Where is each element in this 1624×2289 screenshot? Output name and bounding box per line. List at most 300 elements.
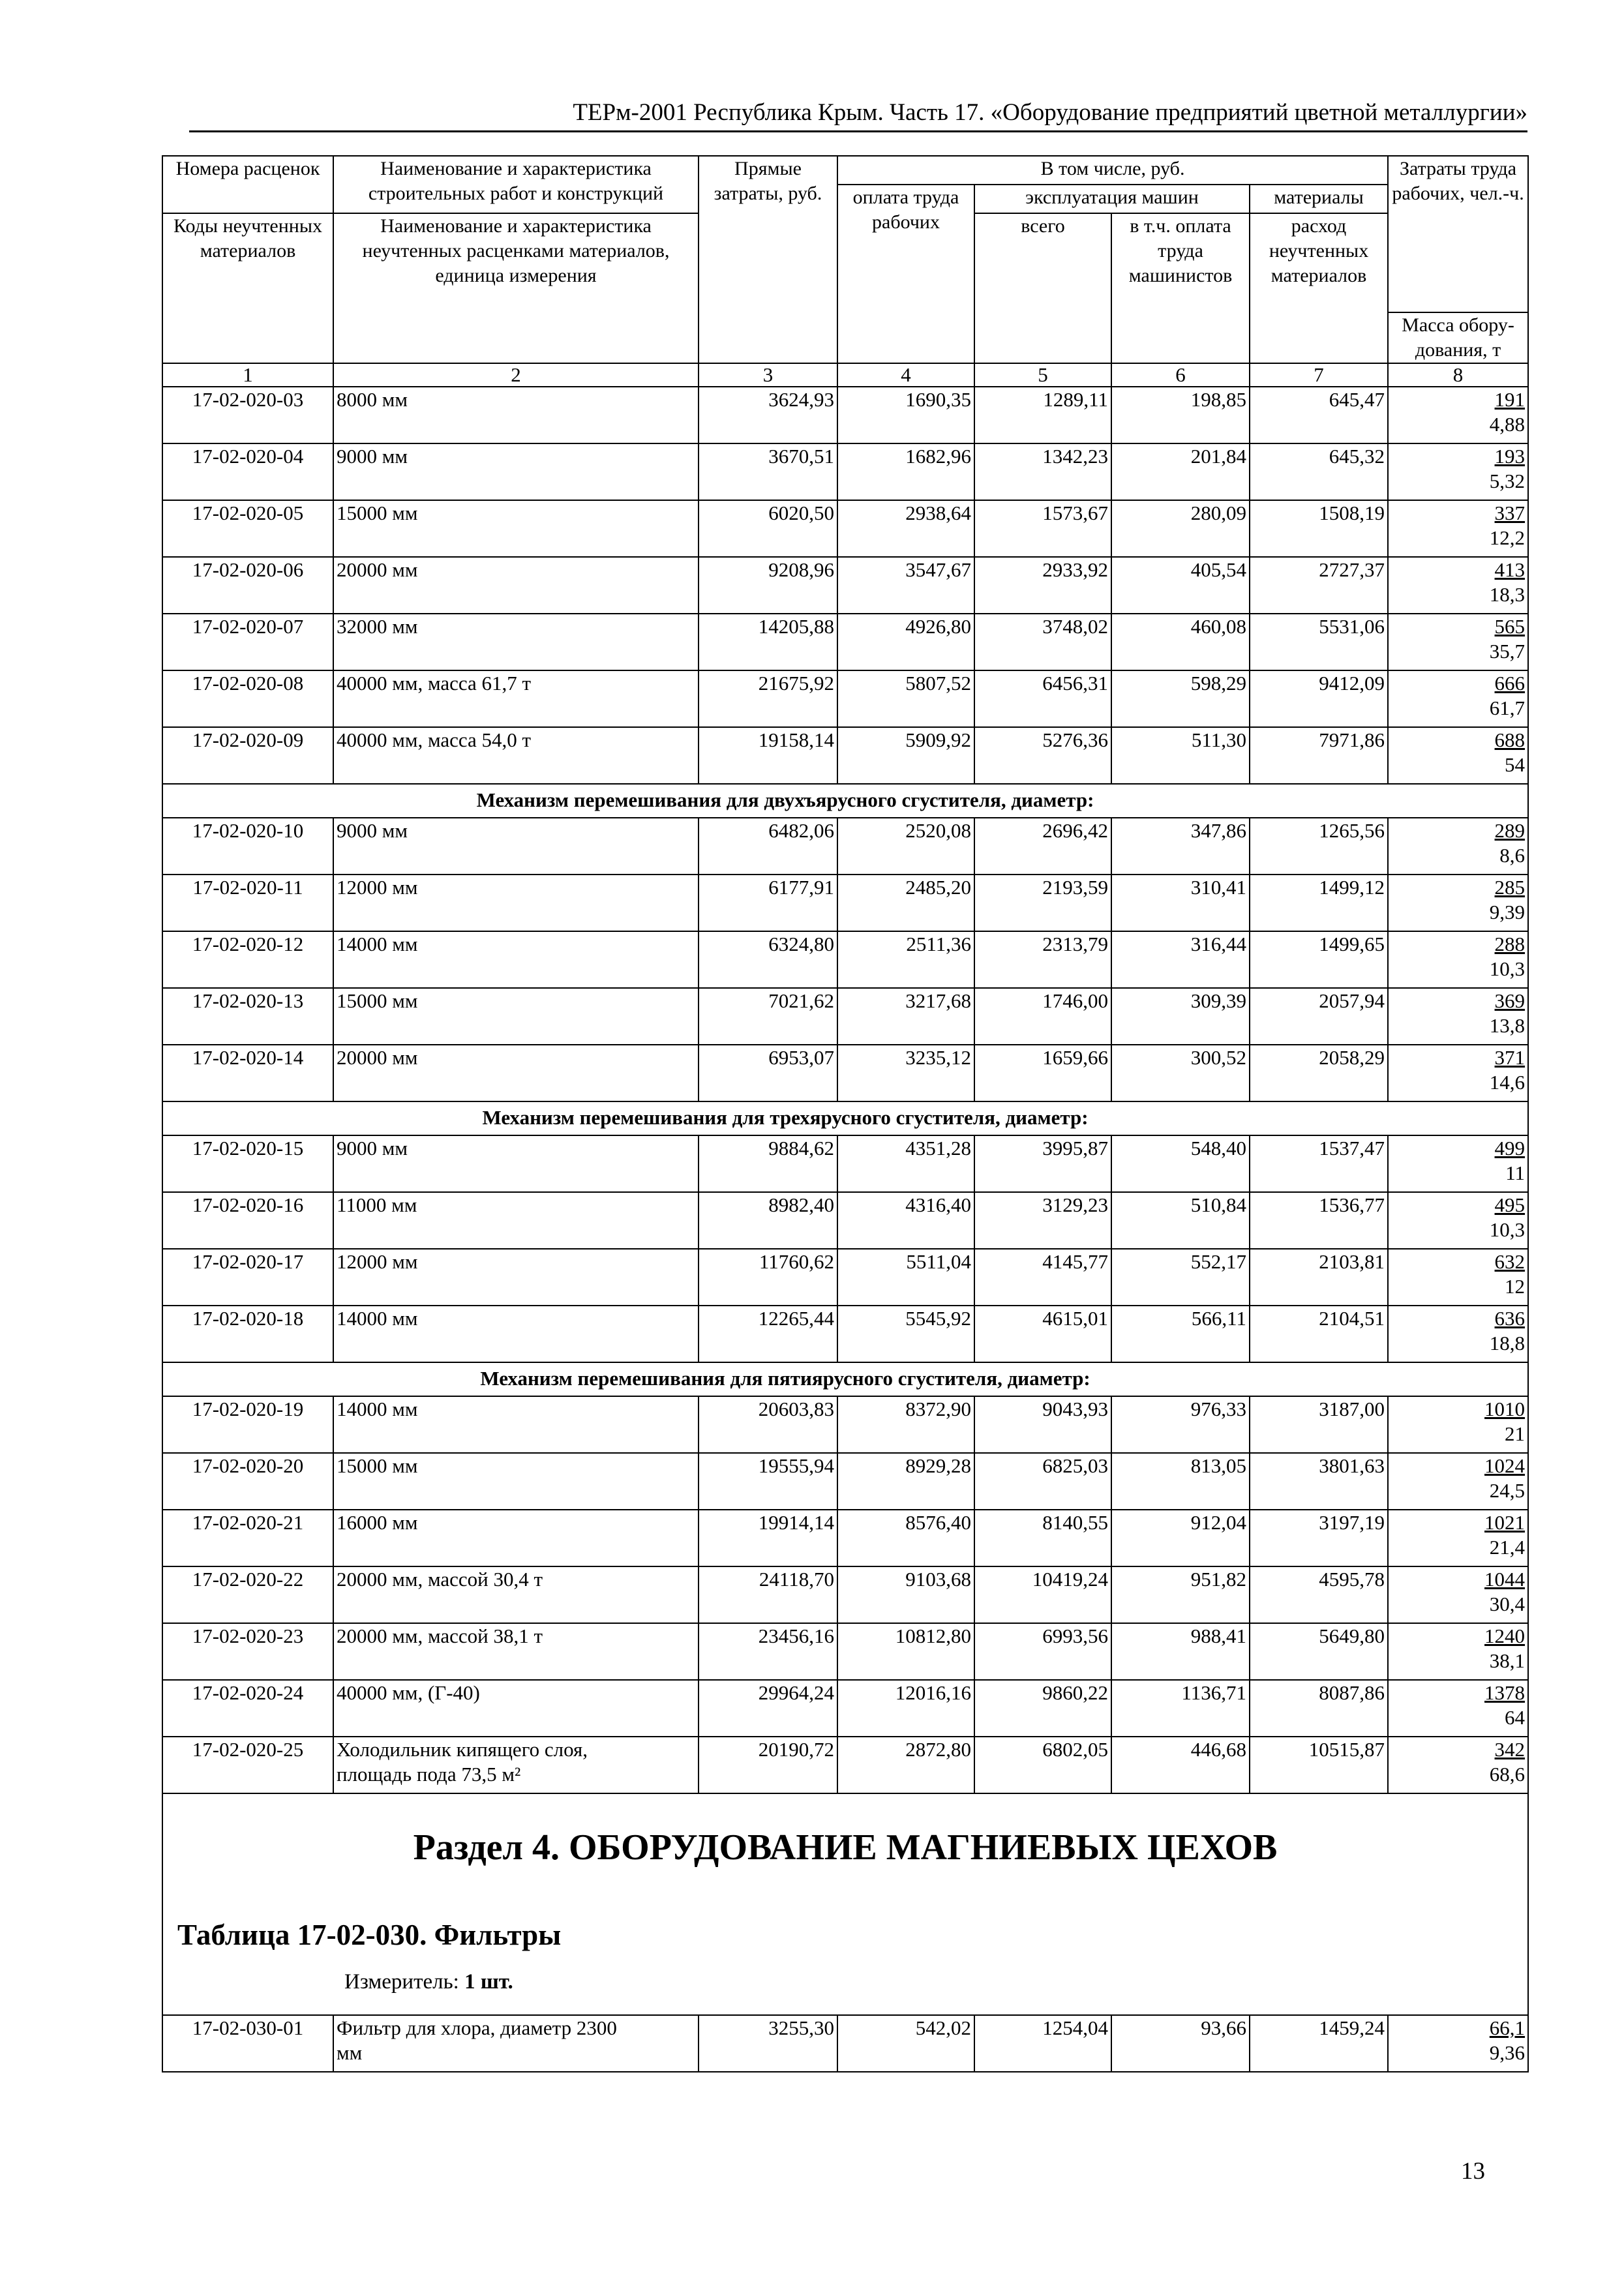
equipment-mass: 12	[1505, 1275, 1526, 1298]
equipment-mass: 9,36	[1489, 2041, 1526, 2064]
materials: 8087,86	[1250, 1680, 1388, 1737]
rate-name: 40000 мм, масса 54,0 т	[333, 727, 699, 784]
machines-total: 6993,56	[974, 1623, 1111, 1680]
operator-pay: 405,54	[1111, 557, 1250, 614]
equipment-mass: 24,5	[1489, 1479, 1526, 1502]
labor-and-mass	[1388, 1680, 1528, 1737]
section-row	[162, 1362, 1528, 1396]
page-number: 13	[1461, 2158, 1485, 2185]
rate-code: 17-02-020-03	[162, 387, 333, 443]
rate-name: 32000 мм	[333, 614, 699, 670]
direct-costs: 6953,07	[699, 1045, 837, 1101]
direct-costs: 14205,88	[699, 614, 837, 670]
table-row	[162, 1249, 1528, 1306]
worker-pay: 12016,16	[837, 1680, 974, 1737]
rate-code: 17-02-020-05	[162, 500, 333, 557]
direct-costs: 11760,62	[699, 1249, 837, 1306]
worker-pay: 3547,67	[837, 557, 974, 614]
materials: 3801,63	[1250, 1453, 1388, 1510]
rate-code: 17-02-020-23	[162, 1623, 333, 1680]
materials: 1536,77	[1250, 1192, 1388, 1249]
rate-name: 14000 мм	[333, 1306, 699, 1362]
rate-name: 15000 мм	[333, 1453, 699, 1510]
labor-and-mass	[1388, 875, 1528, 931]
materials: 645,47	[1250, 387, 1388, 443]
table-row	[162, 1453, 1528, 1510]
worker-pay: 9103,68	[837, 1566, 974, 1623]
labor-hours: 193	[1494, 445, 1526, 468]
equipment-mass: 64	[1505, 1706, 1526, 1729]
header-machines-total: всего	[974, 213, 1111, 363]
labor-and-mass	[1388, 1135, 1528, 1192]
labor-hours: 288	[1494, 933, 1526, 955]
machines-total: 1289,11	[974, 387, 1111, 443]
machines-total: 1746,00	[974, 988, 1111, 1045]
table-row	[162, 1306, 1528, 1362]
table-row	[162, 1045, 1528, 1101]
labor-and-mass	[1388, 1306, 1528, 1362]
machines-total: 3995,87	[974, 1135, 1111, 1192]
labor-hours: 688	[1494, 728, 1526, 751]
labor-and-mass	[1388, 1737, 1528, 1793]
table-title: Таблица 17-02-030. Фильтры	[177, 1919, 562, 1951]
header-material-codes: Коды неучтенных материалов	[162, 213, 333, 363]
direct-costs: 19158,14	[699, 727, 837, 784]
materials: 2727,37	[1250, 557, 1388, 614]
equipment-mass: 35,7	[1489, 640, 1526, 663]
price-table	[162, 155, 1529, 2072]
rate-name-line: мм	[337, 2041, 363, 2064]
operator-pay: 510,84	[1111, 1192, 1250, 1249]
operator-pay: 988,41	[1111, 1623, 1250, 1680]
worker-pay: 2520,08	[837, 818, 974, 875]
rate-name: 40000 мм, (Г-40)	[333, 1680, 699, 1737]
rate-code: 17-02-020-09	[162, 727, 333, 784]
labor-and-mass	[1388, 387, 1528, 443]
section-title: Механизм перемешивания для трехярусного сгустителя, диаметр:	[482, 1106, 1089, 1129]
section-row	[162, 1101, 1528, 1135]
labor-hours: 66,1	[1489, 2016, 1526, 2039]
labor-and-mass	[1388, 1623, 1528, 1680]
header-machines: эксплуатация машин	[974, 185, 1250, 213]
direct-costs: 6324,80	[699, 931, 837, 988]
worker-pay: 5511,04	[837, 1249, 974, 1306]
labor-hours: 636	[1494, 1307, 1526, 1330]
labor-hours: 289	[1494, 819, 1526, 842]
labor-hours: 369	[1494, 989, 1526, 1012]
equipment-mass: 13,8	[1489, 1014, 1526, 1037]
materials: 2057,94	[1250, 988, 1388, 1045]
materials: 1537,47	[1250, 1135, 1388, 1192]
materials: 3197,19	[1250, 1510, 1388, 1566]
equipment-mass: 14,6	[1489, 1071, 1526, 1094]
rate-name	[333, 2015, 699, 2072]
table-row	[162, 2015, 1528, 2072]
section-heading-block	[162, 1793, 1528, 2015]
worker-pay: 2485,20	[837, 875, 974, 931]
rate-code: 17-02-020-22	[162, 1566, 333, 1623]
worker-pay: 542,02	[837, 2015, 974, 2072]
equipment-mass: 18,3	[1489, 583, 1526, 606]
materials: 2103,81	[1250, 1249, 1388, 1306]
rate-name: 11000 мм	[333, 1192, 699, 1249]
direct-costs: 3255,30	[699, 2015, 837, 2072]
header-codes: Номера расценок	[162, 156, 333, 213]
header-equipment-mass: Масса обору-дования, т	[1388, 312, 1528, 363]
labor-and-mass	[1388, 1566, 1528, 1623]
equipment-mass: 8,6	[1499, 844, 1526, 867]
operator-pay: 1136,71	[1111, 1680, 1250, 1737]
labor-and-mass	[1388, 443, 1528, 500]
labor-hours: 337	[1494, 501, 1526, 524]
operator-pay: 813,05	[1111, 1453, 1250, 1510]
machines-total: 2193,59	[974, 875, 1111, 931]
labor-and-mass	[1388, 1396, 1528, 1453]
labor-hours: 666	[1494, 672, 1526, 695]
machines-total: 6825,03	[974, 1453, 1111, 1510]
rate-code: 17-02-020-11	[162, 875, 333, 931]
worker-pay: 1690,35	[837, 387, 974, 443]
direct-costs: 3670,51	[699, 443, 837, 500]
operator-pay: 309,39	[1111, 988, 1250, 1045]
rate-code: 17-02-020-17	[162, 1249, 333, 1306]
labor-hours: 1021	[1484, 1511, 1526, 1534]
rate-name: 14000 мм	[333, 1396, 699, 1453]
section-title: Механизм перемешивания для двухъярусного сгустителя, диаметр:	[476, 788, 1094, 811]
equipment-mass: 12,2	[1489, 526, 1526, 549]
labor-hours: 495	[1494, 1193, 1526, 1216]
direct-costs: 6177,91	[699, 875, 837, 931]
col-number: 8	[1388, 363, 1528, 387]
direct-costs: 9208,96	[699, 557, 837, 614]
equipment-mass: 68,6	[1489, 1763, 1526, 1786]
direct-costs: 24118,70	[699, 1566, 837, 1623]
operator-pay: 912,04	[1111, 1510, 1250, 1566]
rate-name: 20000 мм	[333, 557, 699, 614]
unit-label: Измеритель:	[344, 1970, 459, 1994]
labor-hours: 632	[1494, 1250, 1526, 1273]
equipment-mass: 21,4	[1489, 1536, 1526, 1559]
table-row	[162, 670, 1528, 727]
machines-total: 9043,93	[974, 1396, 1111, 1453]
direct-costs: 20190,72	[699, 1737, 837, 1793]
section-heading: Раздел 4. ОБОРУДОВАНИЕ МАГНИЕВЫХ ЦЕХОВ	[413, 1827, 1278, 1868]
operator-pay: 93,66	[1111, 2015, 1250, 2072]
header-name: Наименование и характеристика строительных работ и конструкций	[333, 156, 699, 213]
header-operator-pay: в т.ч. оплата труда машинистов	[1111, 213, 1250, 363]
worker-pay: 2511,36	[837, 931, 974, 988]
labor-hours: 499	[1494, 1137, 1526, 1159]
operator-pay: 511,30	[1111, 727, 1250, 784]
rate-name: 16000 мм	[333, 1510, 699, 1566]
table-row	[162, 1192, 1528, 1249]
machines-total: 5276,36	[974, 727, 1111, 784]
worker-pay: 4351,28	[837, 1135, 974, 1192]
labor-and-mass	[1388, 1192, 1528, 1249]
labor-and-mass	[1388, 1510, 1528, 1566]
rate-code: 17-02-020-24	[162, 1680, 333, 1737]
direct-costs: 6020,50	[699, 500, 837, 557]
materials: 10515,87	[1250, 1737, 1388, 1793]
direct-costs: 7021,62	[699, 988, 837, 1045]
operator-pay: 280,09	[1111, 500, 1250, 557]
operator-pay: 548,40	[1111, 1135, 1250, 1192]
worker-pay: 3217,68	[837, 988, 974, 1045]
materials: 9412,09	[1250, 670, 1388, 727]
table-row	[162, 1737, 1528, 1793]
operator-pay: 446,68	[1111, 1737, 1250, 1793]
equipment-mass: 61,7	[1489, 696, 1526, 719]
rate-name: 20000 мм	[333, 1045, 699, 1101]
direct-costs: 19914,14	[699, 1510, 837, 1566]
equipment-mass: 9,39	[1489, 901, 1526, 923]
operator-pay: 316,44	[1111, 931, 1250, 988]
operator-pay: 310,41	[1111, 875, 1250, 931]
operator-pay: 347,86	[1111, 818, 1250, 875]
rate-code: 17-02-020-18	[162, 1306, 333, 1362]
direct-costs: 3624,93	[699, 387, 837, 443]
operator-pay: 460,08	[1111, 614, 1250, 670]
header-material-name: Наименование и характеристика неучтенных расценками материалов, единица измерения	[333, 213, 699, 363]
labor-hours: 413	[1494, 558, 1526, 581]
worker-pay: 5909,92	[837, 727, 974, 784]
materials: 1508,19	[1250, 500, 1388, 557]
labor-and-mass	[1388, 988, 1528, 1045]
machines-total: 6802,05	[974, 1737, 1111, 1793]
labor-hours: 342	[1494, 1738, 1526, 1761]
rate-code: 17-02-020-04	[162, 443, 333, 500]
rate-name: 40000 мм, масса 61,7 т	[333, 670, 699, 727]
table-row	[162, 1680, 1528, 1737]
direct-costs: 19555,94	[699, 1453, 837, 1510]
labor-and-mass	[1388, 1453, 1528, 1510]
rate-name: 14000 мм	[333, 931, 699, 988]
section-row	[162, 784, 1528, 818]
machines-total: 1254,04	[974, 2015, 1111, 2072]
rate-name: 9000 мм	[333, 1135, 699, 1192]
machines-total: 4145,77	[974, 1249, 1111, 1306]
header-direct-costs: Прямые затраты, руб.	[699, 156, 837, 363]
equipment-mass: 30,4	[1489, 1593, 1526, 1615]
operator-pay: 201,84	[1111, 443, 1250, 500]
col-number: 1	[162, 363, 333, 387]
rate-code: 17-02-020-25	[162, 1737, 333, 1793]
worker-pay: 8929,28	[837, 1453, 974, 1510]
table-row	[162, 1510, 1528, 1566]
header-worker-pay: оплата труда рабочих	[837, 185, 974, 363]
unit-value: 1 шт.	[464, 1970, 513, 1994]
direct-costs: 23456,16	[699, 1623, 837, 1680]
labor-and-mass	[1388, 614, 1528, 670]
rate-code: 17-02-020-06	[162, 557, 333, 614]
labor-and-mass	[1388, 931, 1528, 988]
direct-costs: 9884,62	[699, 1135, 837, 1192]
equipment-mass: 11	[1505, 1161, 1526, 1184]
materials: 1499,12	[1250, 875, 1388, 931]
rate-code: 17-02-030-01	[162, 2015, 333, 2072]
rate-code: 17-02-020-07	[162, 614, 333, 670]
rate-name: 12000 мм	[333, 1249, 699, 1306]
worker-pay: 4316,40	[837, 1192, 974, 1249]
worker-pay: 4926,80	[837, 614, 974, 670]
equipment-mass: 10,3	[1489, 957, 1526, 980]
worker-pay: 2938,64	[837, 500, 974, 557]
table-row	[162, 557, 1528, 614]
direct-costs: 20603,83	[699, 1396, 837, 1453]
rate-name: 9000 мм	[333, 818, 699, 875]
labor-hours: 1240	[1484, 1624, 1526, 1647]
labor-hours: 1044	[1484, 1568, 1526, 1591]
machines-total: 1573,67	[974, 500, 1111, 557]
worker-pay: 5545,92	[837, 1306, 974, 1362]
rate-code: 17-02-020-12	[162, 931, 333, 988]
direct-costs: 8982,40	[699, 1192, 837, 1249]
machines-total: 8140,55	[974, 1510, 1111, 1566]
rate-code: 17-02-020-19	[162, 1396, 333, 1453]
labor-and-mass	[1388, 557, 1528, 614]
worker-pay: 1682,96	[837, 443, 974, 500]
materials: 3187,00	[1250, 1396, 1388, 1453]
rate-code: 17-02-020-14	[162, 1045, 333, 1101]
materials: 7971,86	[1250, 727, 1388, 784]
rate-name: 9000 мм	[333, 443, 699, 500]
operator-pay: 198,85	[1111, 387, 1250, 443]
rate-name: 15000 мм	[333, 988, 699, 1045]
col-number: 4	[837, 363, 974, 387]
worker-pay: 8372,90	[837, 1396, 974, 1453]
table-row	[162, 443, 1528, 500]
labor-and-mass	[1388, 2015, 1528, 2072]
unit-line	[344, 1969, 513, 1995]
rate-code: 17-02-020-08	[162, 670, 333, 727]
running-header: ТЕРм-2001 Республика Крым. Часть 17. «Оборудование предприятий цветной металлургии»	[189, 99, 1527, 132]
col-number: 7	[1250, 363, 1388, 387]
rate-name: 20000 мм, массой 38,1 т	[333, 1623, 699, 1680]
materials: 5531,06	[1250, 614, 1388, 670]
table-row	[162, 818, 1528, 875]
machines-total: 6456,31	[974, 670, 1111, 727]
table-row	[162, 614, 1528, 670]
materials: 1265,56	[1250, 818, 1388, 875]
rate-code: 17-02-020-21	[162, 1510, 333, 1566]
section-heading-row	[162, 1793, 1528, 2015]
direct-costs: 21675,92	[699, 670, 837, 727]
rate-name-line: площадь пода 73,5 м²	[337, 1763, 521, 1786]
materials: 2058,29	[1250, 1045, 1388, 1101]
machines-total: 1342,23	[974, 443, 1111, 500]
labor-and-mass	[1388, 727, 1528, 784]
operator-pay: 951,82	[1111, 1566, 1250, 1623]
rate-name	[333, 1737, 699, 1793]
labor-hours: 191	[1494, 388, 1526, 411]
equipment-mass: 5,32	[1489, 470, 1526, 492]
labor-and-mass	[1388, 1249, 1528, 1306]
rate-name-line: Холодильник кипящего слоя,	[337, 1738, 588, 1761]
col-number: 3	[699, 363, 837, 387]
labor-and-mass	[1388, 1045, 1528, 1101]
direct-costs: 12265,44	[699, 1306, 837, 1362]
table-row	[162, 1135, 1528, 1192]
labor-hours: 285	[1494, 876, 1526, 899]
table-row	[162, 727, 1528, 784]
worker-pay: 3235,12	[837, 1045, 974, 1101]
worker-pay: 10812,80	[837, 1623, 974, 1680]
col-number: 5	[974, 363, 1111, 387]
table-row	[162, 988, 1528, 1045]
rate-name: 12000 мм	[333, 875, 699, 931]
section-title: Механизм перемешивания для пятиярусного сгустителя, диаметр:	[480, 1367, 1090, 1390]
labor-hours: 1010	[1484, 1398, 1526, 1420]
header-labor-hours: Затраты труда рабочих, чел.-ч.	[1388, 156, 1528, 312]
table-row	[162, 1396, 1528, 1453]
rate-name: 8000 мм	[333, 387, 699, 443]
machines-total: 10419,24	[974, 1566, 1111, 1623]
equipment-mass: 4,88	[1489, 413, 1526, 436]
header-including: В том числе, руб.	[837, 156, 1388, 185]
rate-name: 15000 мм	[333, 500, 699, 557]
machines-total: 3129,23	[974, 1192, 1111, 1249]
machines-total: 2933,92	[974, 557, 1111, 614]
operator-pay: 552,17	[1111, 1249, 1250, 1306]
machines-total: 1659,66	[974, 1045, 1111, 1101]
direct-costs: 6482,06	[699, 818, 837, 875]
table-row	[162, 1566, 1528, 1623]
direct-costs: 29964,24	[699, 1680, 837, 1737]
labor-and-mass	[1388, 670, 1528, 727]
labor-and-mass	[1388, 818, 1528, 875]
table-row	[162, 931, 1528, 988]
machines-total: 9860,22	[974, 1680, 1111, 1737]
materials: 5649,80	[1250, 1623, 1388, 1680]
machines-total: 2696,42	[974, 818, 1111, 875]
machines-total: 2313,79	[974, 931, 1111, 988]
operator-pay: 598,29	[1111, 670, 1250, 727]
materials: 2104,51	[1250, 1306, 1388, 1362]
col-number: 2	[333, 363, 699, 387]
labor-hours: 1024	[1484, 1454, 1526, 1477]
worker-pay: 5807,52	[837, 670, 974, 727]
header-materials: материалы	[1250, 185, 1388, 213]
labor-hours: 565	[1494, 615, 1526, 638]
rate-code: 17-02-020-16	[162, 1192, 333, 1249]
machines-total: 3748,02	[974, 614, 1111, 670]
labor-hours: 371	[1494, 1046, 1526, 1069]
labor-and-mass	[1388, 500, 1528, 557]
equipment-mass: 38,1	[1489, 1649, 1526, 1672]
rate-name: 20000 мм, массой 30,4 т	[333, 1566, 699, 1623]
operator-pay: 300,52	[1111, 1045, 1250, 1101]
worker-pay: 8576,40	[837, 1510, 974, 1566]
operator-pay: 976,33	[1111, 1396, 1250, 1453]
table-row	[162, 387, 1528, 443]
worker-pay: 2872,80	[837, 1737, 974, 1793]
col-number: 6	[1111, 363, 1250, 387]
materials: 1459,24	[1250, 2015, 1388, 2072]
rate-name-line: Фильтр для хлора, диаметр 2300	[337, 2016, 617, 2039]
equipment-mass: 54	[1505, 753, 1526, 776]
rate-code: 17-02-020-20	[162, 1453, 333, 1510]
rate-code: 17-02-020-13	[162, 988, 333, 1045]
rate-code: 17-02-020-10	[162, 818, 333, 875]
equipment-mass: 21	[1505, 1422, 1526, 1445]
equipment-mass: 18,8	[1489, 1332, 1526, 1354]
operator-pay: 566,11	[1111, 1306, 1250, 1362]
equipment-mass: 10,3	[1489, 1218, 1526, 1241]
labor-hours: 1378	[1484, 1681, 1526, 1704]
table-row	[162, 1623, 1528, 1680]
materials: 4595,78	[1250, 1566, 1388, 1623]
header-material-usage: расход неучтенных материалов	[1250, 213, 1388, 363]
